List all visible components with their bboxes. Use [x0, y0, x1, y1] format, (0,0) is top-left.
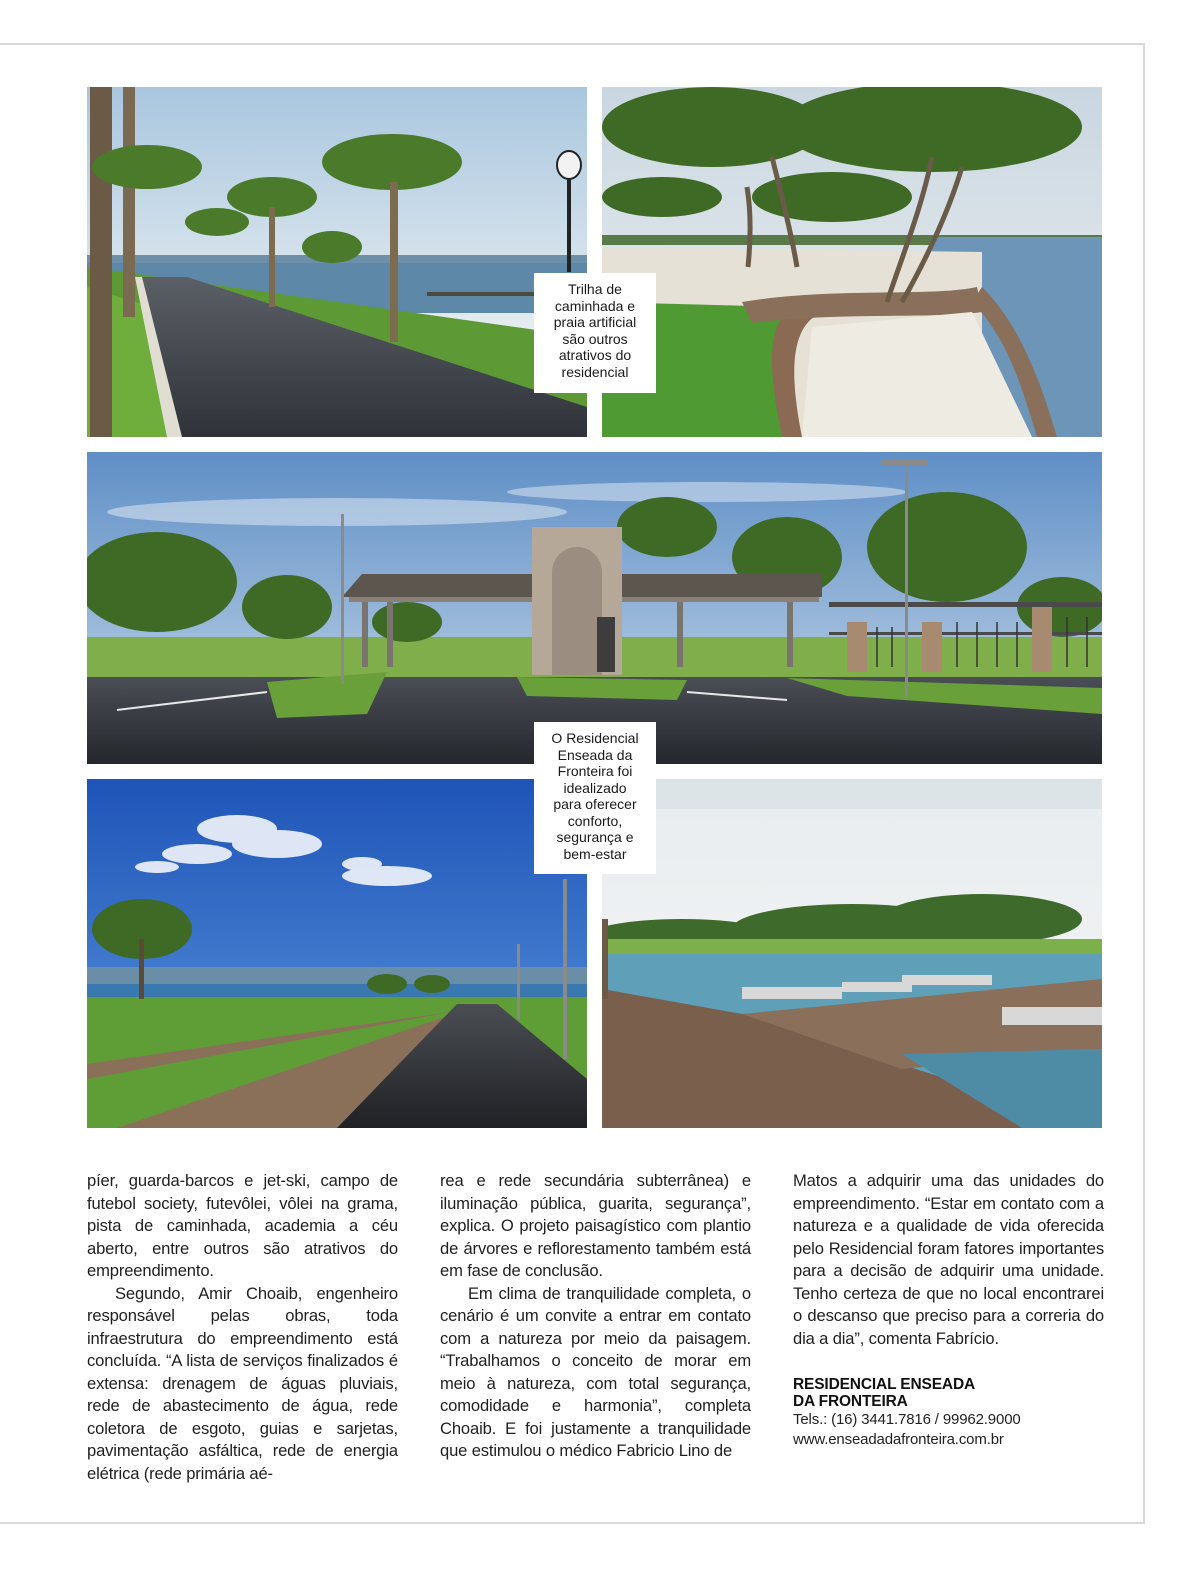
paragraph: píer, guarda-barcos e jet-ski, campo de futebol society, futevôlei, vôlei na grama, pista de caminhada, academia a céu aberto, entre outros são atrativos do empreendimento.	[87, 1171, 398, 1280]
caption-line: são outros	[562, 330, 628, 347]
paragraph: Em clima de tranquilidade completa, o cenário é um convite a entrar em contato com a natureza por meio da paisagem. “Trabalhamos o conceito de morar em meio à natureza, com total segurança, comodidade e harmonia”, completa Choaib. E foi justamente a tranquilidade que estimulou o médico Fabricio Lino de	[440, 1283, 751, 1460]
caption-line: Fronteira foi	[557, 763, 633, 779]
caption-line: Enseada da	[557, 746, 633, 763]
caption-line: Trilha de	[568, 281, 622, 297]
caption-residencial	[534, 722, 656, 874]
caption-trail-beach	[534, 273, 656, 393]
photo-marina-dock	[602, 779, 1102, 1128]
article-column-2	[440, 1170, 751, 1463]
contact-website[interactable]: www.enseadadafronteira.com.br	[793, 1431, 1004, 1448]
paragraph: Segundo, Amir Choaib, engenheiro responsável pelas obras, toda infraestrutura do empreendimento está concluída. “A lista de serviços finalizados é extensa: drenagem de águas pluviais, rede de abastecimento de água, rede coletora de esgoto, guias e sarjetas, pavimentação asfáltica, rede de energia elétrica (rede primária aé-	[87, 1283, 398, 1483]
article-column-1	[87, 1170, 398, 1485]
caption-line: idealizado	[563, 779, 627, 796]
caption-line: praia artificial	[553, 314, 637, 330]
paragraph: rea e rede secundária subterrânea) e iluminação pública, guarita, segurança”, explica. O projeto paisagístico com plantio de árvores e reflorestamento também está em fase de conclusão.	[440, 1171, 751, 1280]
photo-road-lake	[87, 779, 587, 1128]
photo-artificial-beach	[602, 87, 1102, 437]
caption-line: O Residencial	[551, 730, 639, 746]
caption-line: residencial	[561, 363, 629, 380]
caption-line: segurança e	[556, 829, 634, 845]
photo-walking-trail	[87, 87, 587, 437]
contact-title: DA FRONTEIRA	[793, 1393, 908, 1410]
caption-line: caminhada e	[554, 297, 636, 314]
paragraph: Matos a adquirir uma das unidades do empreendimento. “Estar em contato com a natureza e a qualidade de vida oferecida pelo Residencial foram fatores importantes para a decisão de adquirir uma unidade. Tenho certeza de que no local encontrarei o descanso que preciso para a correria do dia a dia”, comenta Fabrício.	[793, 1171, 1104, 1348]
photo-entrance-gate	[87, 452, 1102, 764]
contact-title: RESIDENCIAL ENSEADA	[793, 1376, 976, 1393]
article-column-3	[793, 1170, 1104, 1450]
caption-line: para oferecer	[553, 796, 637, 812]
caption-line: bem-estar	[563, 845, 627, 862]
contact-block	[793, 1376, 1104, 1450]
caption-line: conforto,	[567, 812, 623, 829]
contact-phones: Tels.: (16) 3441.7816 / 99962.9000	[793, 1411, 1021, 1428]
caption-line: atrativos do	[558, 347, 632, 363]
